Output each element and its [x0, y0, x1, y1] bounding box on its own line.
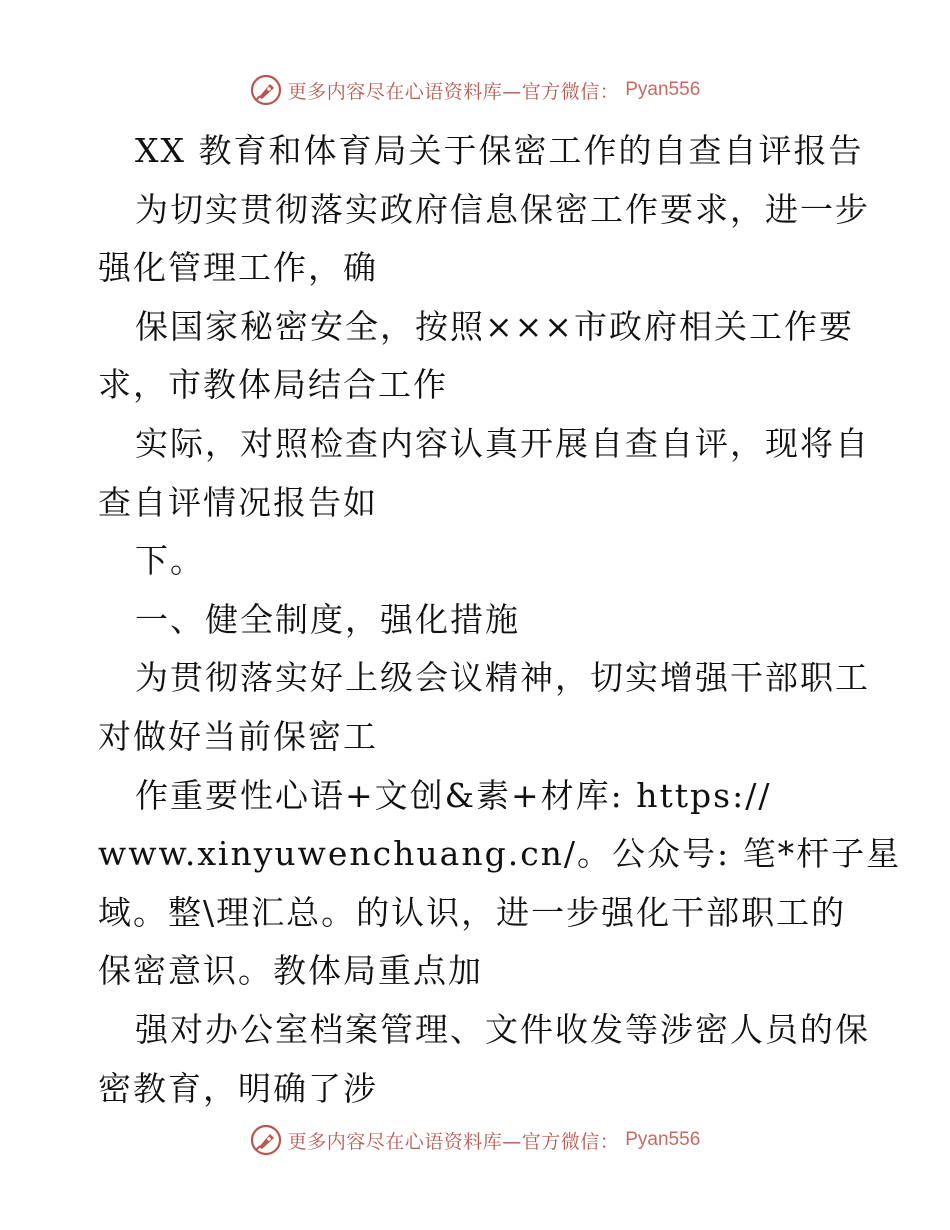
paragraph-line: www.xinyuwenchuang.cn/。公众号: 笔*杆子星	[98, 834, 902, 874]
watermark-wechat-id: Pyan556	[625, 79, 701, 100]
paragraph-line: 密教育，明确了涉	[98, 1068, 378, 1108]
section-heading: 一、健全制度，强化措施	[135, 599, 520, 639]
footer-watermark-banner	[0, 1120, 950, 1160]
paragraph-line: 对做好当前保密工	[98, 716, 378, 756]
paragraph-line: 作重要性心语+文创&素+材库: https://	[135, 775, 772, 815]
paragraph-line: 强化管理工作，确	[98, 248, 378, 288]
watermark-wechat-id: Pyan556	[625, 1129, 701, 1150]
paragraph-line: 为贯彻落实好上级会议精神，切实增强干部职工	[135, 658, 870, 698]
paragraph-line: 强对办公室档案管理、文件收发等涉密人员的保	[135, 1009, 870, 1049]
paragraph-line: 求，市教体局结合工作	[98, 365, 448, 405]
header-watermark-banner	[0, 70, 950, 110]
paragraph-line: 为切实贯彻落实政府信息保密工作要求，进一步	[135, 189, 870, 229]
paragraph-line: 下。	[135, 541, 205, 581]
paragraph-line: 域。整\理汇总。的认识，进一步强化干部职工的	[98, 892, 847, 932]
paragraph-line: 保密意识。教体局重点加	[98, 951, 483, 991]
watermark-text: 更多内容尽在心语资料库—官方微信：	[287, 1130, 620, 1153]
watermark-text: 更多内容尽在心语资料库—官方微信：	[287, 80, 620, 103]
paragraph-line: 实际，对照检查内容认真开展自查自评，现将自	[135, 423, 870, 463]
paragraph-line: 查自评情况报告如	[98, 482, 378, 522]
document-title: XX 教育和体育局关于保密工作的自查自评报告	[135, 131, 864, 170]
document-body	[98, 122, 902, 1118]
paragraph-line: 保国家秘密安全，按照×××市政府相关工作要	[135, 306, 854, 346]
pen-nib-logo-icon	[250, 74, 282, 106]
pen-nib-logo-icon	[250, 1124, 282, 1156]
